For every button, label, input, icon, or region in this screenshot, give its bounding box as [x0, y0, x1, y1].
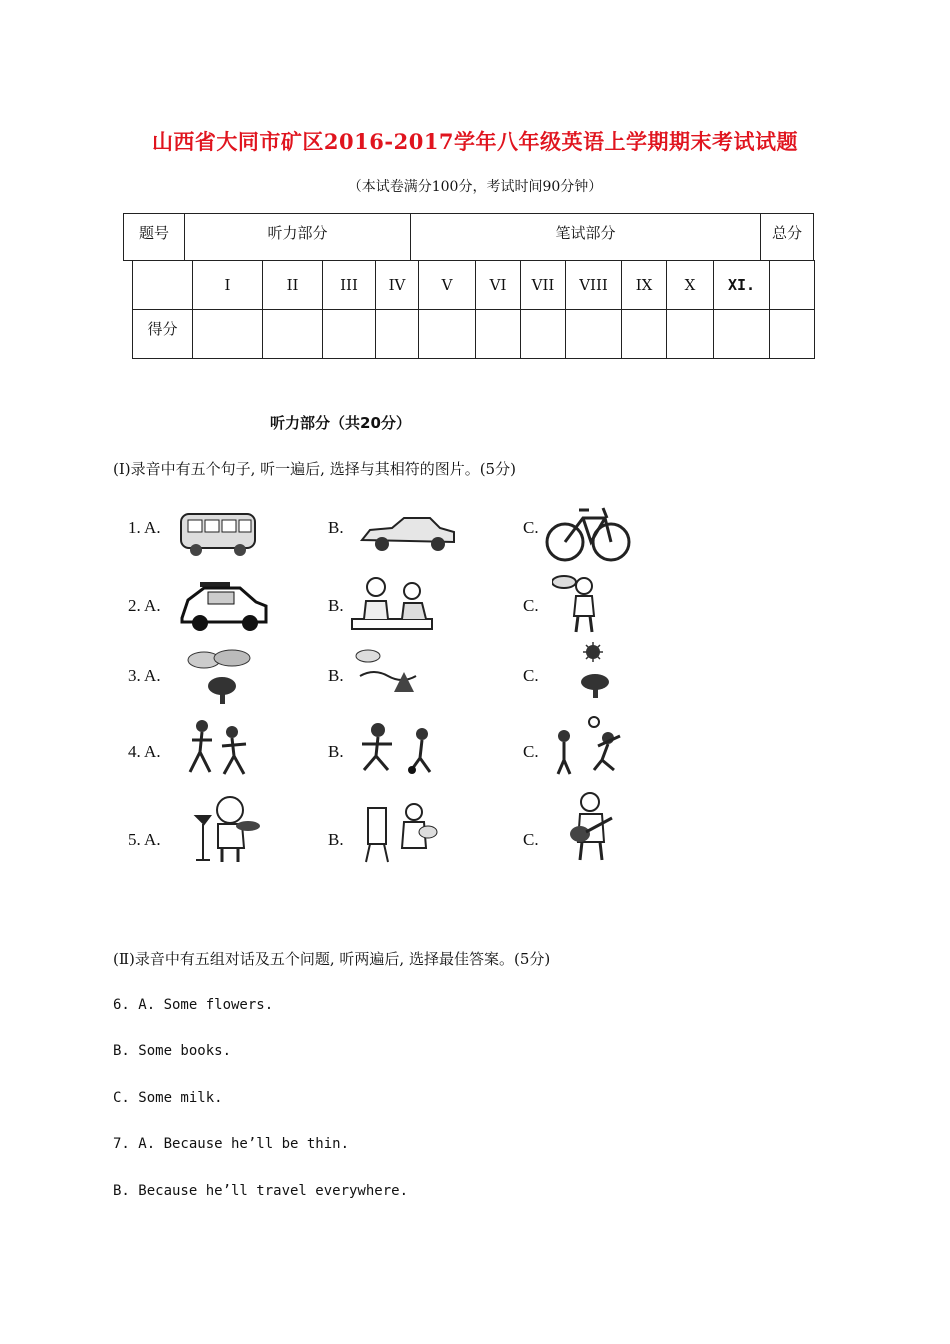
- score-input-cell: [621, 309, 667, 359]
- score-input-cell: [322, 309, 376, 359]
- numeral-cell: [520, 260, 566, 310]
- header-listening-label: 听力部分: [267, 224, 328, 242]
- q5-option-b-label: B.: [328, 830, 344, 849]
- header-writing-label: 笔试部分: [555, 224, 616, 242]
- violin-picture[interactable]: [190, 794, 268, 866]
- q6-option-b: B. Some books.: [113, 1043, 232, 1059]
- soccer-picture[interactable]: [356, 722, 452, 776]
- numeral-cell: [322, 260, 376, 310]
- numeral-label: I: [224, 276, 231, 294]
- police-car-picture[interactable]: [178, 578, 270, 634]
- q1-option-b-label: B.: [328, 518, 344, 537]
- numeral-cell: [262, 260, 323, 310]
- score-label-cell: [132, 309, 193, 359]
- q3-option-c-label: C.: [523, 666, 539, 685]
- q3-option-b-label: B.: [328, 666, 344, 685]
- q2-option-a-label: 2. A.: [128, 596, 161, 615]
- score-input-cell: [375, 309, 419, 359]
- cloudy-tree-picture[interactable]: [186, 648, 260, 706]
- score-input-cell: [565, 309, 622, 359]
- score-row-label: 得分: [147, 320, 178, 338]
- bus-picture[interactable]: [178, 506, 260, 558]
- q4-option-c-label: C.: [523, 742, 539, 761]
- q6-option-a: 6. A. Some flowers.: [113, 997, 274, 1013]
- numerals-empty-cell: [132, 260, 193, 310]
- listening-section-heading: 听力部分（共20分）: [270, 414, 411, 432]
- score-input-cell: [192, 309, 263, 359]
- q4-option-b-label: B.: [328, 742, 344, 761]
- page-title: 山西省大同市矿区2016-2017学年八年级英语上学期期末考试试题: [151, 129, 799, 154]
- windy-picture[interactable]: [354, 646, 428, 698]
- numeral-label: V: [441, 276, 453, 294]
- numeral-cell: [418, 260, 476, 310]
- numeral-cell: [713, 260, 770, 310]
- score-input-cell: [262, 309, 323, 359]
- numeral-label: VI: [489, 276, 507, 294]
- score-input-cell: [769, 309, 815, 359]
- score-input-cell: [475, 309, 521, 359]
- page-subtitle: （本试卷满分100分，考试时间90分钟）: [347, 179, 603, 195]
- q7-option-a: 7. A. Because he’ll be thin.: [113, 1136, 350, 1152]
- bicycle-picture[interactable]: [545, 498, 631, 568]
- numerals-total-cell: [769, 260, 815, 310]
- numeral-label: X: [684, 276, 696, 294]
- q5-option-a-label: 5. A.: [128, 830, 161, 849]
- score-input-cell: [666, 309, 714, 359]
- part2-instruction: (Ⅱ)录音中有五组对话及五个问题, 听两遍后, 选择最佳答案。(5分): [113, 950, 551, 968]
- header-total-label: 总分: [771, 224, 802, 242]
- numeral-label: VII: [531, 276, 555, 294]
- header-number-label: 题号: [138, 224, 169, 242]
- car-picture[interactable]: [358, 514, 458, 554]
- numeral-label: II: [286, 276, 299, 294]
- q7-option-b: B. Because he’ll travel everywhere.: [113, 1183, 409, 1199]
- numeral-cell: [621, 260, 667, 310]
- sunny-tree-picture[interactable]: [573, 642, 617, 700]
- score-input-cell: [520, 309, 566, 359]
- q2-option-c-label: C.: [523, 596, 539, 615]
- header-total-cell: [760, 213, 814, 261]
- doctor-patient-picture[interactable]: [350, 575, 434, 633]
- numeral-cell: [565, 260, 622, 310]
- guitar-picture[interactable]: [562, 790, 618, 862]
- score-input-cell: [713, 309, 770, 359]
- basketball-picture[interactable]: [180, 718, 256, 776]
- header-number-cell: [123, 213, 185, 261]
- header-listening-cell: [184, 213, 411, 261]
- painting-picture[interactable]: [362, 798, 440, 864]
- header-writing-cell: [410, 213, 761, 261]
- q5-option-c-label: C.: [523, 830, 539, 849]
- q2-option-b-label: B.: [328, 596, 344, 615]
- part1-instruction: (Ⅰ)录音中有五个句子, 听一遍后, 选择与其相符的图片。(5分): [113, 460, 516, 478]
- numeral-label: IV: [388, 276, 406, 294]
- waiter-picture[interactable]: [552, 574, 606, 636]
- numeral-cell: [192, 260, 263, 310]
- volleyball-picture[interactable]: [550, 716, 632, 776]
- numeral-cell: [375, 260, 419, 310]
- numeral-label: XI.: [727, 276, 756, 294]
- score-table: [123, 213, 815, 359]
- q1-option-c-label: C.: [523, 518, 539, 537]
- q6-option-c: C. Some milk.: [113, 1090, 223, 1106]
- numeral-label: VIII: [579, 276, 608, 294]
- q3-option-a-label: 3. A.: [128, 666, 161, 685]
- q4-option-a-label: 4. A.: [128, 742, 161, 761]
- q1-option-a-label: 1. A.: [128, 518, 161, 537]
- score-input-cell: [418, 309, 476, 359]
- numeral-label: IX: [635, 276, 653, 294]
- numeral-cell: [475, 260, 521, 310]
- numeral-cell: [666, 260, 714, 310]
- numeral-label: III: [340, 276, 358, 294]
